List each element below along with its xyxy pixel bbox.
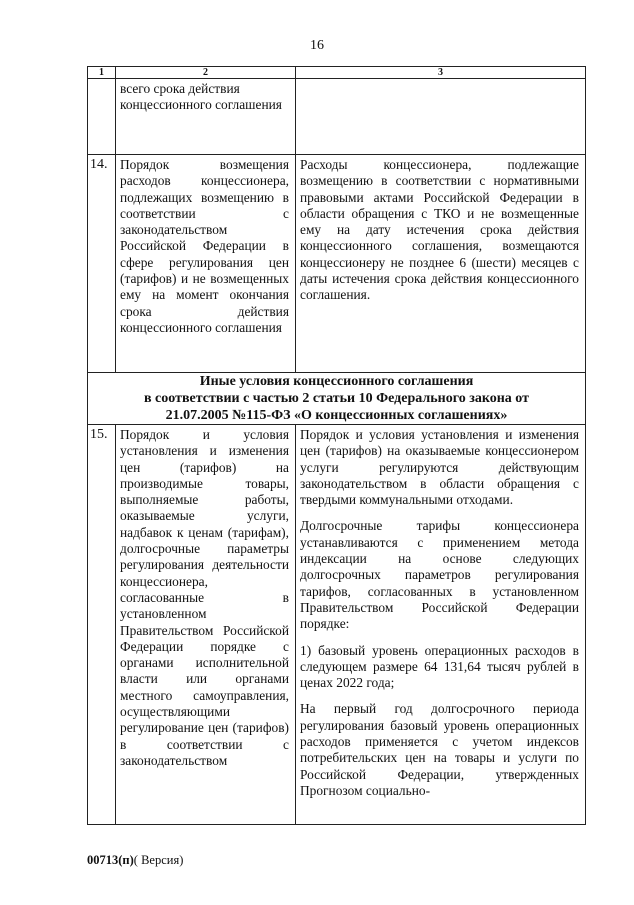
section-heading-row (88, 373, 586, 425)
row-15-paragraph-1: Порядок и условия установления и изменения цен (тарифов) на оказываемые концессионером услуги регулируются действующим законодательством в области обращения с твердыми коммунальными отходами. (300, 427, 579, 508)
section-heading-line-1: Иные условия концессионного соглашения (199, 374, 474, 389)
table-header-row (88, 67, 586, 79)
document-footer (87, 853, 183, 868)
section-heading-line-2: в соответствии с частью 2 статьи 10 Федерального закона от (144, 391, 529, 406)
concession-table (87, 66, 586, 825)
document-code: 00713(п) (87, 853, 134, 867)
table-row-14 (88, 155, 586, 373)
header-col-1: 1 (88, 67, 116, 79)
document-version: ( Версия) (133, 853, 184, 867)
row-14-condition: Порядок возмещения расходов концессионера, подлежащих возмещению в соответствии с законодательством Российской Федерации в сфере регулирования цен (тарифов) и не возмещенных ему на момент окончания срока действия концессионного соглашения (120, 157, 289, 335)
row-14-content: Расходы концессионера, подлежащие возмещению в соответствии с нормативными правовыми актами Российской Федерации в области обращения с ТКО и не возмещенные ему на дату истечения срока действия концессионного соглашения, возмещаются концессионеру не позднее 6 (шести) месяцев с даты истечения срока действия концессионного соглашения. (300, 157, 579, 303)
row-15-paragraph-3: 1) базовый уровень операционных расходов в следующем размере 64 131,64 тысяч рублей в ценах 2022 года; (300, 642, 579, 691)
row-15-condition: Порядок и условия установления и изменения цен (тарифов) на производимые товары, выполняемые работы, оказываемые услуги, надбавок к ценам (тарифам), долгосрочные параметры регулирования деятельности концессионера, согласованные в установленном Правительством Российской Федерации порядке с органами исполнительной власти или органами местного самоуправления, осуществляющими регулирование цен (тарифов) в соответствии с законодательством (120, 427, 289, 768)
continuation-row (88, 79, 586, 155)
continuation-row-col3 (296, 79, 586, 155)
header-col-2: 2 (116, 67, 296, 79)
header-col-3: 3 (296, 67, 586, 79)
row-15-paragraph-4: На первый год долгосрочного периода регулирования базовый уровень операционных расходов применяется с учетом индексов потребительских цен на товары и услуги по Российской Федерации, утвержденных Прогнозом социально- (300, 701, 579, 798)
row-15-number: 15. (88, 425, 116, 825)
row-14-number: 14. (88, 155, 116, 373)
row-15-paragraph-2: Долгосрочные тарифы концессионера устанавливаются с применением метода индексации на основе следующих долгосрочных параметров регулирования тарифов, согласованных в установленном Правительством Российской Федерации порядке: (300, 518, 579, 632)
continuation-row-text: всего срока действия концессионного соглашения (120, 81, 282, 113)
table-row-15 (88, 425, 586, 825)
page-number: 16 (310, 38, 324, 53)
section-heading-line-3: 21.07.2005 №115-ФЗ «О концессионных соглашениях» (165, 408, 508, 423)
